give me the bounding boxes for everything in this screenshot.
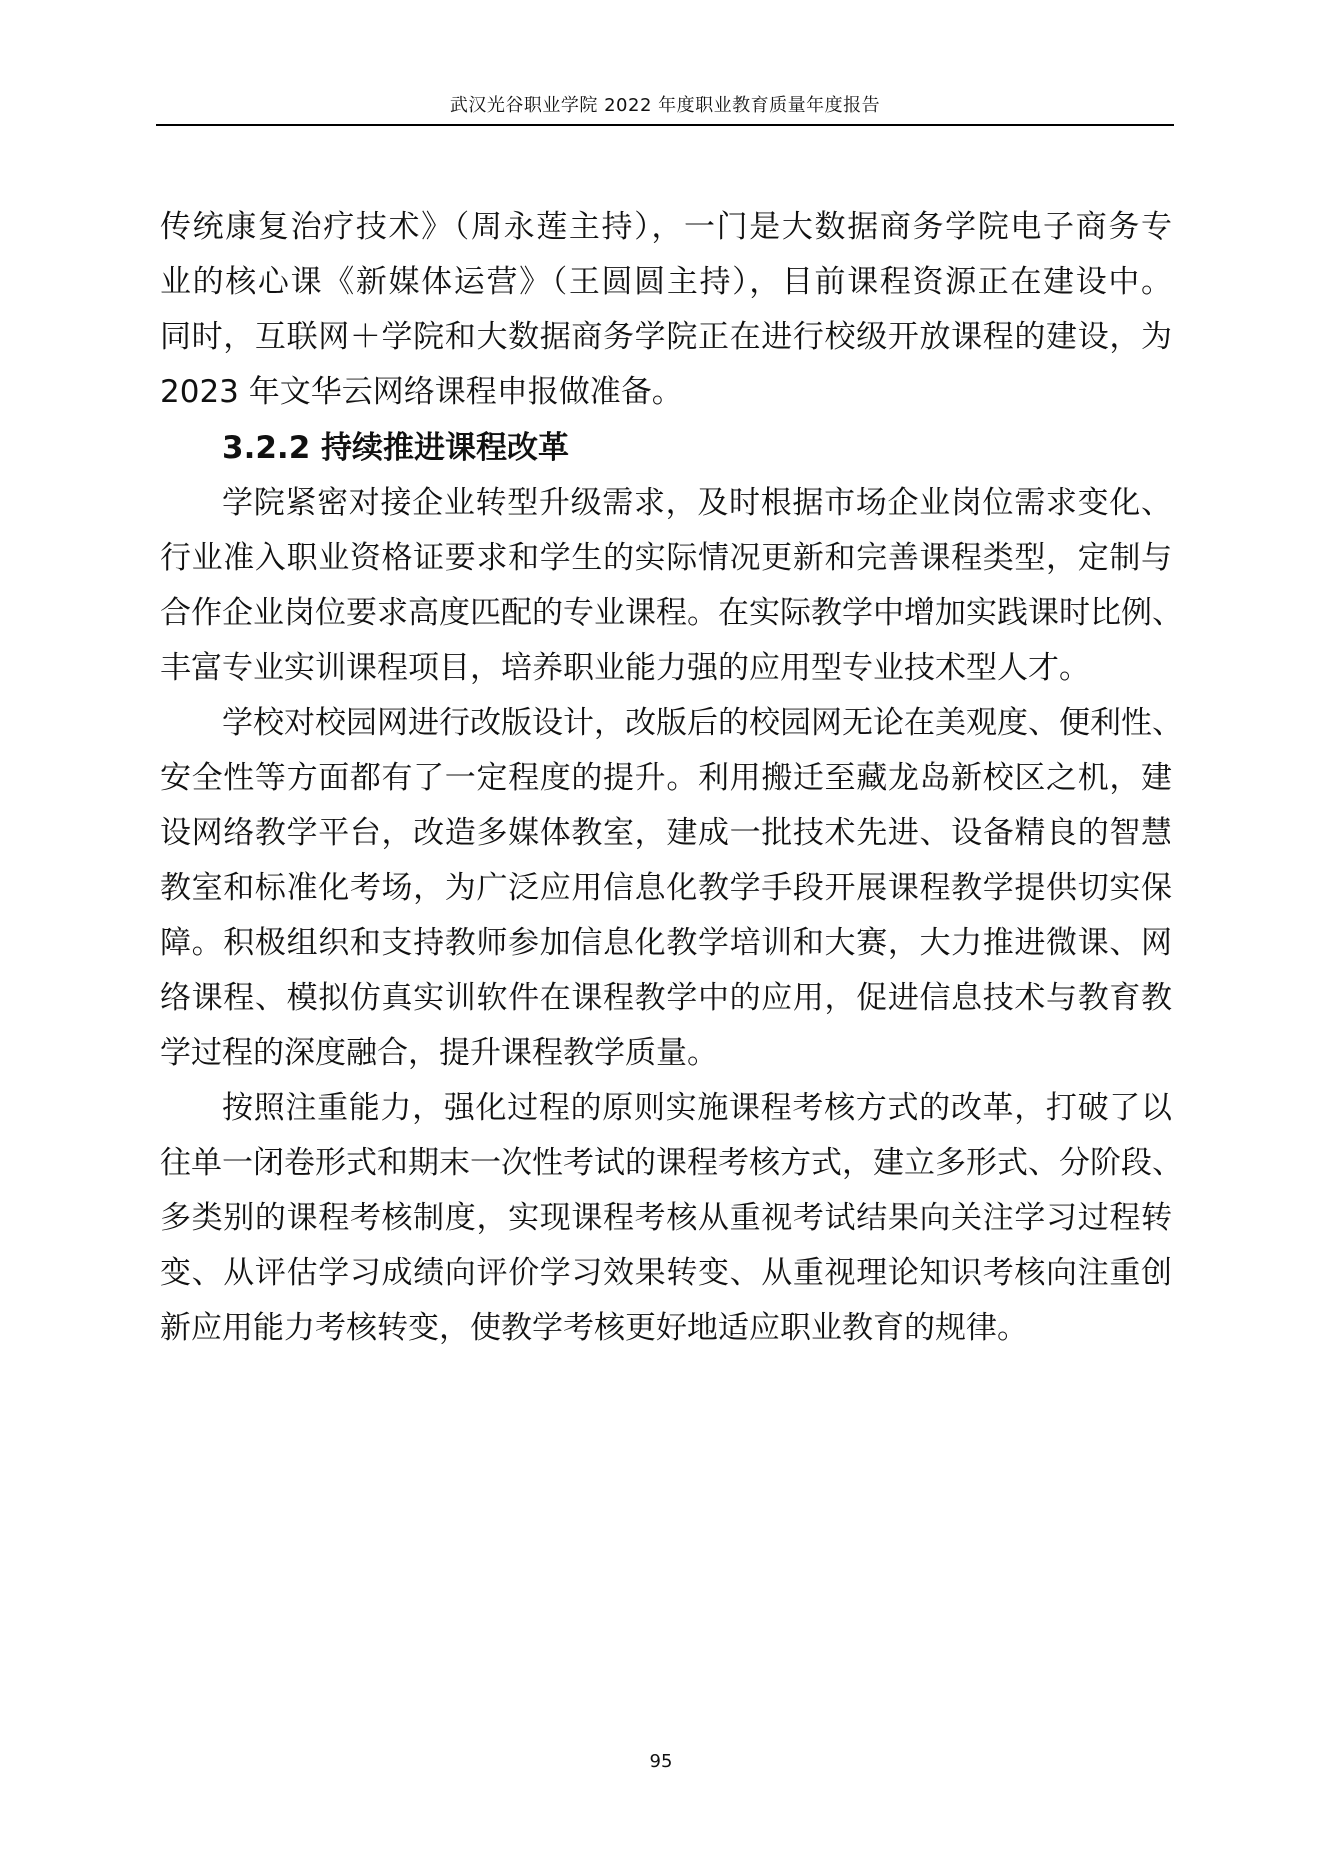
paragraph-enterprise-demand	[160, 476, 1183, 696]
text-line: 业的核心课《新媒体运营》（王圆圆主持），目前课程资源正在建设中。	[160, 264, 1172, 300]
text-line: 行业准入职业资格证要求和学生的实际情况更新和完善课程类型，定制与	[160, 540, 1172, 576]
text-line: 丰富专业实训课程项目，培养职业能力强的应用型专业技术型人才。	[160, 650, 1090, 686]
text-line: 往单一闭卷形式和期末一次性考试的课程考核方式，建立多形式、分阶段、	[160, 1145, 1183, 1181]
paragraph-assessment-reform	[160, 1081, 1183, 1356]
text-line: 多类别的课程考核制度，实现课程考核从重视考试结果向关注学习过程转	[160, 1200, 1172, 1236]
text-line: 2023 年文华云网络课程申报做准备。	[160, 374, 683, 410]
paragraph-continuation	[160, 200, 1172, 420]
text-line: 新应用能力考核转变，使教学考核更好地适应职业教育的规律。	[160, 1310, 1028, 1346]
section-heading: 3.2.2 持续推进课程改革	[222, 430, 570, 466]
page-number: 95	[649, 1751, 673, 1772]
text-line: 障。积极组织和支持教师参加信息化教学培训和大赛，大力推进微课、网	[160, 925, 1172, 961]
text-line: 合作企业岗位要求高度匹配的专业课程。在实际教学中增加实践课时比例、	[160, 595, 1183, 631]
text-line: 传统康复治疗技术》（周永莲主持），一门是大数据商务学院电子商务专	[160, 209, 1172, 245]
text-line: 变、从评估学习成绩向评价学习效果转变、从重视理论知识考核向注重创	[160, 1255, 1172, 1291]
page-header: 武汉光谷职业学院 2022 年度职业教育质量年度报告	[156, 92, 1174, 126]
document-body	[160, 200, 1183, 1356]
text-line: 学过程的深度融合，提升课程教学质量。	[160, 1035, 718, 1071]
text-line: 按照注重能力，强化过程的原则实施课程考核方式的改革，打破了以	[222, 1090, 1172, 1126]
text-line: 络课程、模拟仿真实训软件在课程教学中的应用，促进信息技术与教育教	[160, 980, 1172, 1016]
text-line: 设网络教学平台，改造多媒体教室，建成一批技术先进、设备精良的智慧	[160, 815, 1172, 851]
text-line: 安全性等方面都有了一定程度的提升。利用搬迁至藏龙岛新校区之机，建	[160, 760, 1172, 796]
text-line: 学院紧密对接企业转型升级需求，及时根据市场企业岗位需求变化、	[222, 485, 1172, 521]
text-line: 同时，互联网＋学院和大数据商务学院正在进行校级开放课程的建设，为	[160, 319, 1172, 355]
text-line: 教室和标准化考场，为广泛应用信息化教学手段开展课程教学提供切实保	[160, 870, 1172, 906]
text-line: 学校对校园网进行改版设计，改版后的校园网无论在美观度、便利性、	[222, 705, 1183, 741]
paragraph-campus-network	[160, 696, 1183, 1081]
